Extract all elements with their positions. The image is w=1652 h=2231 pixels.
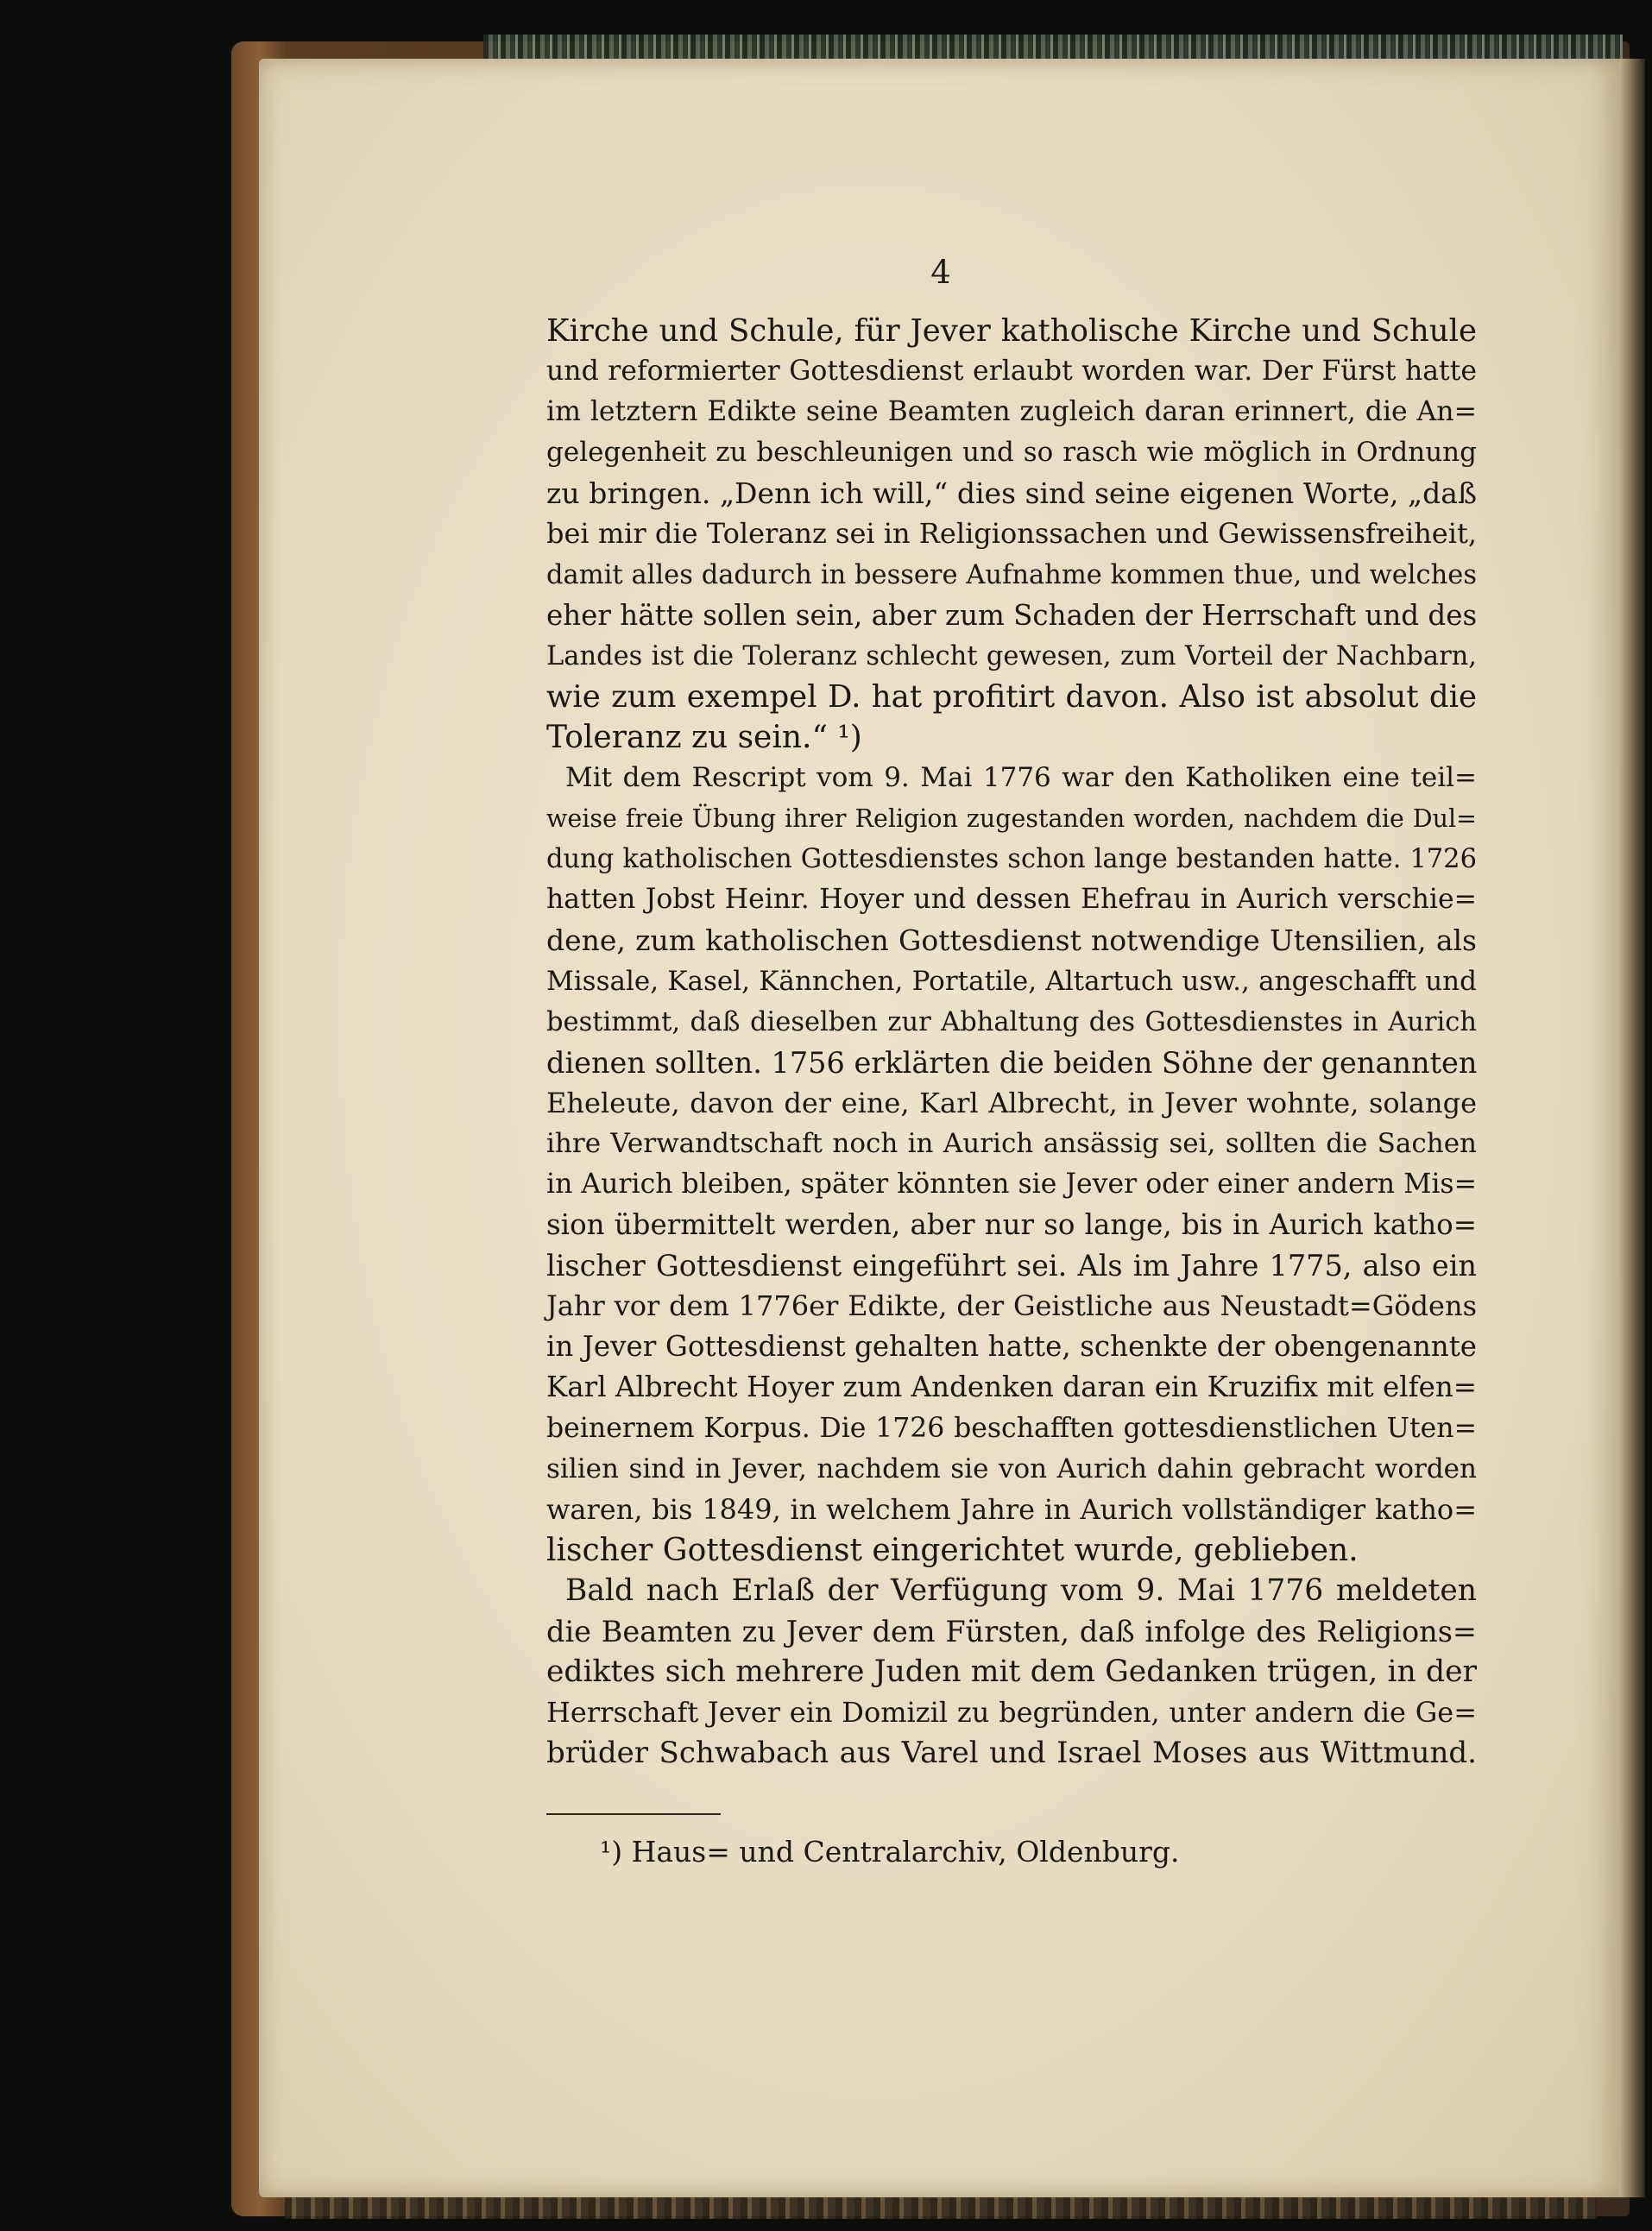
text-line: dung katholischen Gottesdienstes schon lange bestanden hatte. 1726: [546, 844, 1477, 875]
text-line: weise freie Übung ihrer Religion zugestanden worden, nachdem die Dul=: [546, 804, 1477, 834]
text-line: Landes ist die Toleranz schlecht gewesen, zum Vorteil der Nachbarn,: [546, 640, 1477, 671]
text-line: sion übermittelt werden, aber nur so lange, bis in Aurich katho=: [546, 1208, 1477, 1242]
text-line: Jahr vor dem 1776er Edikte, der Geistliche aus Neustadt=Gödens: [546, 1289, 1477, 1323]
text-line: Karl Albrecht Hoyer zum Andenken daran ein Kruzifix mit elfen=: [546, 1371, 1477, 1404]
text-line: lischer Gottesdienst eingeführt sei. Als im Jahre 1775, also ein: [546, 1249, 1477, 1283]
text-line: Bald nach Erlaß der Verfügung vom 9. Mai 1776 meldeten: [565, 1572, 1477, 1608]
text-line: die Beamten zu Jever dem Fürsten, daß infolge des Religions=: [546, 1615, 1477, 1648]
text-line: brüder Schwabach aus Varel und Israel Moses aus Wittmund.: [546, 1736, 1477, 1771]
text-line: waren, bis 1849, in welchem Jahre in Aurich vollständiger katho=: [546, 1492, 1477, 1526]
text-line: und reformierter Gottesdienst erlaubt worden war. Der Fürst hatte: [546, 356, 1477, 388]
text-line: dene, zum katholischen Gottesdienst notwendige Utensilien, als: [546, 923, 1477, 958]
text-line: dienen sollten. 1756 erklärten die beiden Söhne der genannten: [546, 1045, 1478, 1080]
text-line: Eheleute, davon der eine, Karl Albrecht, in Jever wohnte, solange: [546, 1086, 1477, 1119]
text-line: damit alles dadurch in bessere Aufnahme kommen thue, und welches: [546, 559, 1477, 590]
text-line: hatten Jobst Heinr. Hoyer und dessen Ehefrau in Aurich verschie=: [546, 884, 1477, 916]
text-line: Toleranz zu sein.“ ¹): [546, 719, 862, 755]
footnote-rule: [546, 1813, 721, 1815]
text-line: Mit dem Rescript vom 9. Mai 1776 war den Katholiken eine teil=: [565, 762, 1477, 794]
text-line: gelegenheit zu beschleunigen und so rasch wie möglich in Ordnung: [546, 437, 1477, 469]
text-line: wie zum exempel D. hat profitirt davon. Also ist absolut die: [546, 678, 1477, 715]
text-line: bei mir die Toleranz sei in Religionssachen und Gewissensfreiheit,: [546, 517, 1477, 551]
text-line: Herrschaft Jever ein Domizil zu begründen, unter andern die Ge=: [546, 1696, 1477, 1730]
text-line: im letztern Edikte seine Beamten zugleich daran erinnert, die An=: [546, 396, 1477, 428]
text-line: lischer Gottesdienst eingerichtet wurde, geblieben.: [546, 1532, 1359, 1568]
text-line: Kirche und Schule, für Jever katholische Kirche und Schule: [546, 313, 1477, 349]
cover-bottom-edge: [285, 2196, 1597, 2219]
text-line: silien sind in Jever, nachdem sie von Aurich dahin gebracht worden: [546, 1453, 1477, 1484]
footnote: ¹) Haus= und Centralarchiv, Oldenburg.: [600, 1835, 1180, 1869]
text-line: ediktes sich mehrere Juden mit dem Gedanken trügen, in der: [546, 1654, 1477, 1690]
text-line: beinernem Korpus. Die 1726 beschafften gottesdienstlichen Uten=: [546, 1412, 1477, 1444]
body-text: [546, 311, 1477, 1774]
text-line: zu bringen. „Denn ich will,“ dies sind seine eigenen Worte, „daß: [546, 476, 1477, 511]
text-line: ihre Verwandtschaft noch in Aurich ansässig sei, sollten die Sachen: [546, 1127, 1477, 1159]
text-line: in Jever Gottesdienst gehalten hatte, schenkte der obengenannte: [546, 1330, 1477, 1364]
text-line: in Aurich bleiben, später könnten sie Jever oder einer andern Mis=: [546, 1168, 1477, 1200]
text-line: bestimmt, daß dieselben zur Abhaltung des Gottesdienstes in Aurich: [546, 1006, 1477, 1037]
text-line: eher hätte sollen sein, aber zum Schaden der Herrschaft und des: [546, 598, 1478, 632]
text-line: Missale, Kasel, Kännchen, Portatile, Altartuch usw., angeschafft und: [546, 965, 1477, 997]
book-gutter: [1619, 59, 1645, 2197]
page-number: 4: [930, 254, 951, 291]
